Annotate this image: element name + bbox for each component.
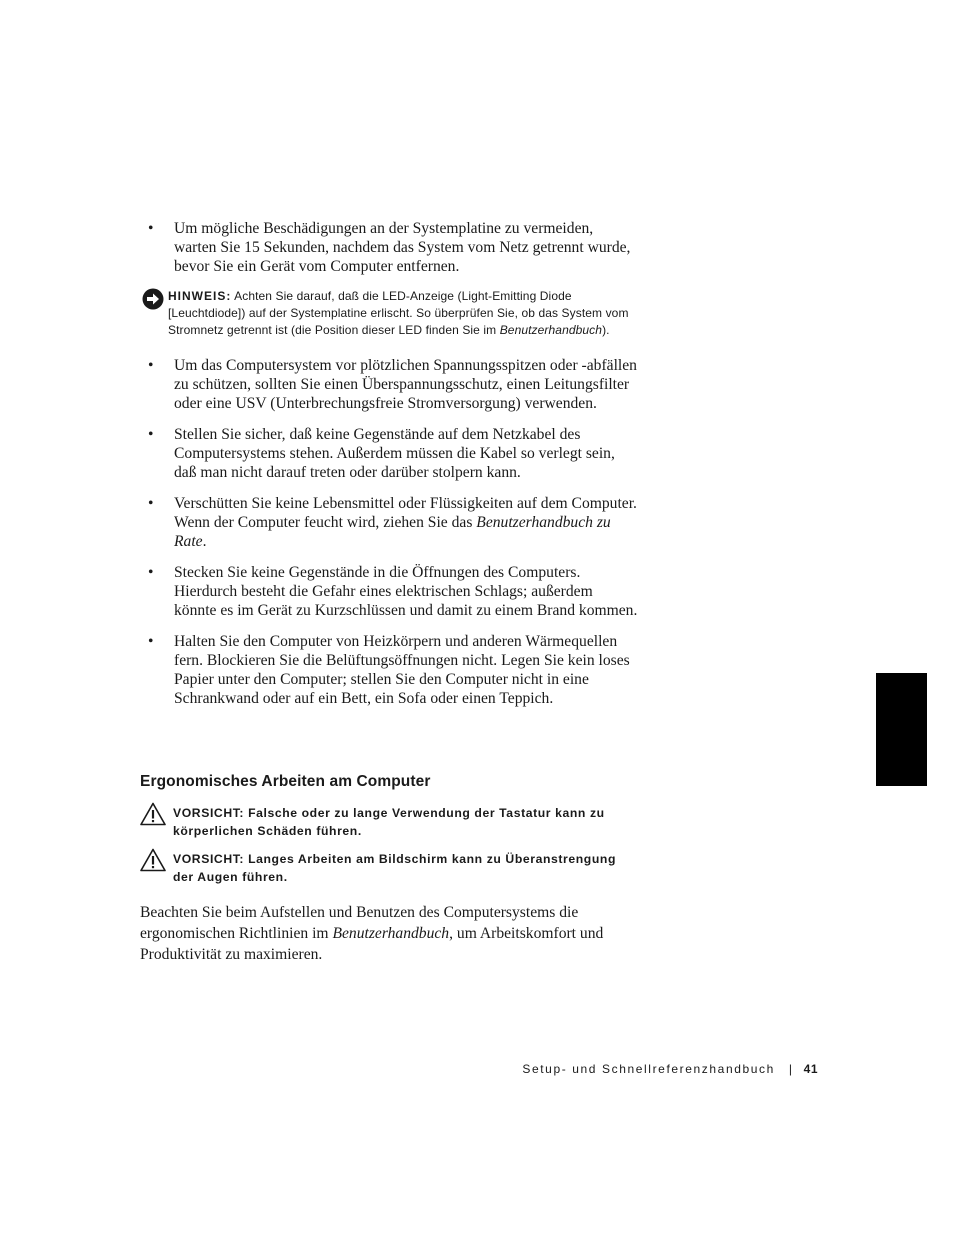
bullet-marker: • (148, 356, 154, 374)
bullet-marker: • (148, 494, 154, 512)
bullet-marker: • (148, 220, 154, 237)
caution-note (140, 851, 636, 886)
body-paragraph (140, 902, 636, 965)
right-arrow-circle-icon (142, 288, 164, 315)
list-item (148, 494, 638, 551)
bullet-marker: • (148, 632, 154, 650)
footer-title: Setup- und Schnellreferenzhandbuch (522, 1062, 775, 1076)
bullet-text: Verschütten Sie keine Lebensmittel oder Flüssigkeiten auf dem Computer. Wenn der Computer feucht wird, ziehen Sie das (174, 494, 637, 531)
notice-tail: ). (602, 323, 610, 338)
list-item (148, 219, 638, 276)
bullet-marker: • (148, 425, 154, 443)
safety-bullet-list (148, 219, 638, 720)
page-footer (522, 1062, 818, 1076)
list-item (148, 356, 638, 413)
section-heading: Ergonomisches Arbeiten am Computer (140, 773, 431, 790)
bullet-text: Halten Sie den Computer von Heizkörpern und anderen Wärmequellen fern. Blockieren Sie die Belüftungsöffnungen nicht. Legen Sie kein loses Papier unter den Computer; stellen Sie den Computer nicht in eine Schrankwand oder auf ein Bett, ein Sofa oder einen Teppich. (174, 632, 630, 707)
chapter-thumb-tab (876, 673, 927, 786)
bullet-text: Stellen Sie sicher, daß keine Gegenstände auf dem Netzkabel des Computersystems stehen. Außerdem müssen die Kabel so verlegt sein, daß man nicht darauf treten oder darüber stolpern kann. (174, 425, 615, 481)
paragraph-text-tail: , um Arbeitskomfort und Produktivität zu maximieren. (140, 925, 604, 963)
caution-note (140, 805, 636, 840)
bullet-text: Stecken Sie keine Gegenstände in die Öffnungen des Computers. Hierdurch besteht die Gefahr eines elektrischen Schlags; außerdem könnte es im Gerät zu Kurzschlüssen und damit zu einem Brand kommen. (174, 563, 638, 619)
caution-text: VORSICHT: Langes Arbeiten am Bildschirm kann zu Überanstrengung der Augen führen. (173, 852, 616, 884)
list-item (148, 425, 638, 482)
list-item (148, 563, 638, 620)
paragraph-text: Beachten Sie beim Aufstellen und Benutzen des Computersystems die ergonomischen Richtlinien im (140, 904, 579, 942)
caution-text: VORSICHT: Falsche oder zu lange Verwendung der Tastatur kann zu körperlichen Schäden führen. (173, 806, 605, 838)
paragraph-italic-text: Benutzerhandbuch (332, 925, 450, 942)
page-number: 41 (803, 1062, 818, 1076)
bullet-text: Um mögliche Beschädigungen an der Systemplatine zu vermeiden, warten Sie 15 Sekunden, nachdem das System vom Netz getrennt wurde, bevor Sie ein Gerät vom Computer entfernen. (174, 220, 631, 275)
notice-text: Achten Sie darauf, daß die LED-Anzeige (Light-Emitting Diode [Leuchtdiode]) auf der Systemplatine erlischt. So überprüfen Sie, ob das System vom Stromnetz getrennt ist (die Position dieser LED finden Sie im (168, 289, 629, 338)
list-item (148, 632, 638, 708)
ergonomics-section (140, 773, 636, 965)
bullet-italic-text: Benutzerhandbuch zu Rate (174, 513, 611, 550)
bullet-text: Um das Computersystem vor plötzlichen Spannungsspitzen oder -abfällen zu schützen, sollten Sie einen Überspannungsschutz, einen Leitungsfilter oder eine USV (Unterbrechungsfreie Stromversorgung) verwenden. (174, 356, 637, 412)
notice-box (142, 288, 638, 340)
footer-separator: | (788, 1062, 794, 1076)
bullet-marker: • (148, 563, 154, 581)
warning-triangle-icon (140, 848, 166, 878)
notice-label: HINWEIS: (168, 289, 232, 303)
bullet-text-tail: . (202, 532, 207, 550)
notice-italic-text: Benutzerhandbuch (499, 323, 603, 338)
warning-triangle-icon (140, 802, 166, 832)
